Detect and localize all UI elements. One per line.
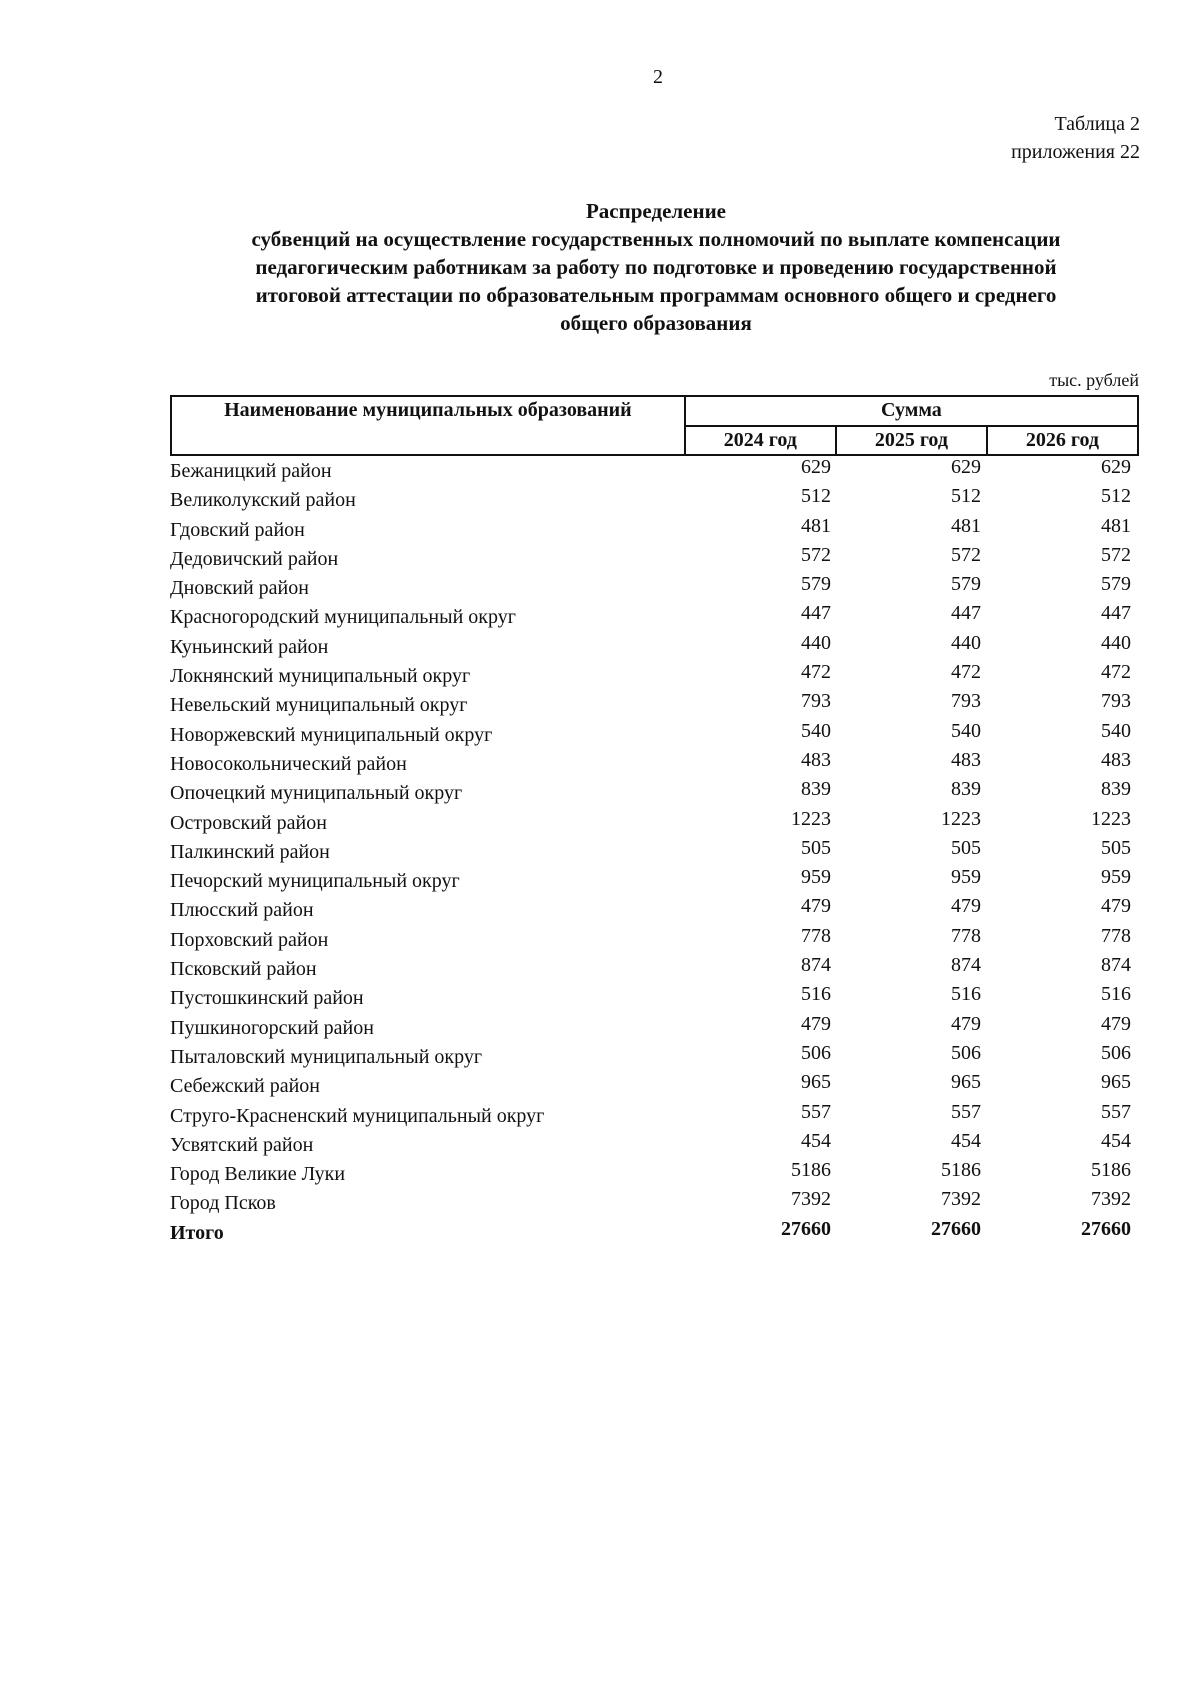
table-header <box>170 395 1139 456</box>
table-row <box>170 837 1139 866</box>
table-row <box>170 720 1139 749</box>
district-name: Псковский район <box>170 958 317 981</box>
value-2026: 481 <box>1101 514 1131 537</box>
value-2025: 5186 <box>941 1159 981 1182</box>
table-row <box>170 749 1139 778</box>
page-number: 2 <box>653 66 663 88</box>
table-row <box>170 485 1139 514</box>
value-2024: 479 <box>801 1012 831 1035</box>
district-name: Плюсский район <box>170 899 314 922</box>
table-caption-line1: Таблица 2 <box>1054 113 1140 135</box>
table-caption-line2: приложения 22 <box>1011 141 1140 163</box>
district-name: Локнянский муниципальный округ <box>170 665 471 688</box>
table-row <box>170 602 1139 631</box>
table-row <box>170 690 1139 719</box>
title-line5: общего образования <box>560 311 752 335</box>
value-2025: 516 <box>951 983 981 1006</box>
value-2024: 479 <box>801 895 831 918</box>
value-2025: 512 <box>951 485 981 508</box>
table-row <box>170 983 1139 1012</box>
value-2024: 572 <box>801 543 831 566</box>
value-2026: 540 <box>1101 719 1131 742</box>
district-name: Куньинский район <box>170 635 329 658</box>
value-2026: 516 <box>1101 983 1131 1006</box>
table-row <box>170 1071 1139 1100</box>
table-row <box>170 515 1139 544</box>
value-2026: 479 <box>1101 1012 1131 1035</box>
value-2024: 778 <box>801 924 831 947</box>
value-2025: 481 <box>951 514 981 537</box>
value-2024: 512 <box>801 485 831 508</box>
district-name: Бежаницкий район <box>170 460 332 482</box>
value-2024: 579 <box>801 573 831 596</box>
district-name: Красногородский муниципальный округ <box>170 606 516 629</box>
header-name: Наименование муниципальных образований <box>171 396 685 455</box>
table-row <box>170 866 1139 895</box>
table-row <box>170 1130 1139 1159</box>
value-2024: 483 <box>801 748 831 771</box>
value-2025: 572 <box>951 543 981 566</box>
value-2026: 5186 <box>1091 1159 1131 1182</box>
district-name: Палкинский район <box>170 840 330 863</box>
title-line1: Распределение <box>585 199 727 223</box>
table-row <box>170 1013 1139 1042</box>
district-name: Невельский муниципальный округ <box>170 694 468 717</box>
value-2025: 959 <box>951 866 981 889</box>
district-name: Усвятский район <box>170 1133 314 1156</box>
table-row <box>170 925 1139 954</box>
district-name: Островский район <box>170 811 327 834</box>
value-2026: 579 <box>1101 573 1131 596</box>
value-2025: 506 <box>951 1041 981 1064</box>
value-2025: 778 <box>951 924 981 947</box>
value-2024: 629 <box>801 456 831 478</box>
table-row <box>170 1042 1139 1071</box>
total-label: Итого <box>170 1221 224 1244</box>
district-name: Великолукский район <box>170 489 356 512</box>
value-2026: 479 <box>1101 895 1131 918</box>
units-label: тыс. рублей <box>1049 370 1139 390</box>
title-line2: субвенций на осуществление государственных полномочий по выплате компенсации <box>251 227 1061 251</box>
value-2025: 27660 <box>931 1217 981 1240</box>
value-2025: 454 <box>951 1129 981 1152</box>
value-2024: 454 <box>801 1129 831 1152</box>
value-2025: 479 <box>951 895 981 918</box>
value-2026: 447 <box>1101 602 1131 625</box>
value-2025: 839 <box>951 778 981 801</box>
district-name: Гдовский район <box>170 518 305 541</box>
table-row <box>170 895 1139 924</box>
district-name: Пыталовский муниципальный округ <box>170 1045 483 1068</box>
value-2026: 506 <box>1101 1041 1131 1064</box>
total-row <box>170 1218 1139 1247</box>
value-2024: 557 <box>801 1100 831 1123</box>
table-row <box>170 544 1139 573</box>
value-2026: 454 <box>1101 1129 1131 1152</box>
value-2026: 965 <box>1101 1071 1131 1094</box>
value-2026: 472 <box>1101 661 1131 684</box>
value-2024: 447 <box>801 602 831 625</box>
table-row <box>170 1159 1139 1188</box>
title-line4: итоговой аттестации по образовательным программам основного общего и среднего <box>255 283 1057 307</box>
value-2024: 27660 <box>781 1217 831 1240</box>
district-name: Дновский район <box>170 577 309 600</box>
table-row <box>170 778 1139 807</box>
value-2025: 579 <box>951 573 981 596</box>
table-row <box>170 1188 1139 1217</box>
district-name: Струго-Красненский муниципальный округ <box>170 1104 545 1127</box>
value-2026: 7392 <box>1091 1188 1131 1211</box>
value-2026: 793 <box>1101 690 1131 713</box>
district-name: Город Псков <box>170 1192 276 1215</box>
value-2026: 778 <box>1101 924 1131 947</box>
table-row <box>170 632 1139 661</box>
table-row <box>170 456 1139 485</box>
value-2026: 505 <box>1101 836 1131 859</box>
value-2025: 505 <box>951 836 981 859</box>
value-2024: 540 <box>801 719 831 742</box>
value-2024: 505 <box>801 836 831 859</box>
value-2024: 839 <box>801 778 831 801</box>
value-2024: 5186 <box>791 1159 831 1182</box>
value-2026: 629 <box>1101 456 1131 478</box>
district-name: Новосокольнический район <box>170 752 407 775</box>
table-row <box>170 573 1139 602</box>
table-row <box>170 1101 1139 1130</box>
table-row <box>170 954 1139 983</box>
header-sum: Сумма <box>685 396 1138 426</box>
value-2025: 447 <box>951 602 981 625</box>
value-2025: 440 <box>951 631 981 654</box>
value-2024: 7392 <box>791 1188 831 1211</box>
value-2025: 472 <box>951 661 981 684</box>
value-2024: 793 <box>801 690 831 713</box>
table-caption <box>1011 110 1140 166</box>
value-2025: 479 <box>951 1012 981 1035</box>
value-2025: 793 <box>951 690 981 713</box>
value-2025: 629 <box>951 456 981 478</box>
district-name: Пустошкинский район <box>170 987 364 1010</box>
document-title <box>170 197 1142 337</box>
value-2026: 557 <box>1101 1100 1131 1123</box>
district-name: Новоржевский муниципальный округ <box>170 723 493 746</box>
value-2026: 440 <box>1101 631 1131 654</box>
value-2024: 472 <box>801 661 831 684</box>
value-2025: 7392 <box>941 1188 981 1211</box>
table-row <box>170 808 1139 837</box>
value-2025: 965 <box>951 1071 981 1094</box>
district-name: Себежский район <box>170 1075 320 1098</box>
value-2026: 874 <box>1101 954 1131 977</box>
value-2024: 481 <box>801 514 831 537</box>
district-name: Пушкиногорский район <box>170 1016 374 1039</box>
value-2025: 1223 <box>941 807 981 830</box>
value-2024: 965 <box>801 1071 831 1094</box>
value-2024: 516 <box>801 983 831 1006</box>
header-year-2025: 2025 год <box>836 426 987 456</box>
value-2025: 874 <box>951 954 981 977</box>
value-2024: 959 <box>801 866 831 889</box>
district-name: Опочецкий муниципальный округ <box>170 782 463 805</box>
table-body <box>170 456 1139 1247</box>
value-2026: 27660 <box>1081 1217 1131 1240</box>
table-row <box>170 661 1139 690</box>
district-name: Печорский муниципальный округ <box>170 870 460 893</box>
value-2025: 483 <box>951 748 981 771</box>
value-2026: 1223 <box>1091 807 1131 830</box>
value-2026: 512 <box>1101 485 1131 508</box>
title-line3: педагогическим работникам за работу по подготовке и проведению государственной <box>255 255 1057 279</box>
district-name: Порховский район <box>170 928 329 951</box>
value-2024: 440 <box>801 631 831 654</box>
value-2024: 506 <box>801 1041 831 1064</box>
value-2026: 959 <box>1101 866 1131 889</box>
value-2025: 540 <box>951 719 981 742</box>
value-2025: 557 <box>951 1100 981 1123</box>
value-2026: 839 <box>1101 778 1131 801</box>
value-2024: 1223 <box>791 807 831 830</box>
header-year-2026: 2026 год <box>987 426 1138 456</box>
district-name: Город Великие Луки <box>170 1163 346 1186</box>
header-year-2024: 2024 год <box>685 426 836 456</box>
value-2024: 874 <box>801 954 831 977</box>
value-2026: 572 <box>1101 543 1131 566</box>
district-name: Дедовичский район <box>170 547 339 570</box>
value-2026: 483 <box>1101 748 1131 771</box>
